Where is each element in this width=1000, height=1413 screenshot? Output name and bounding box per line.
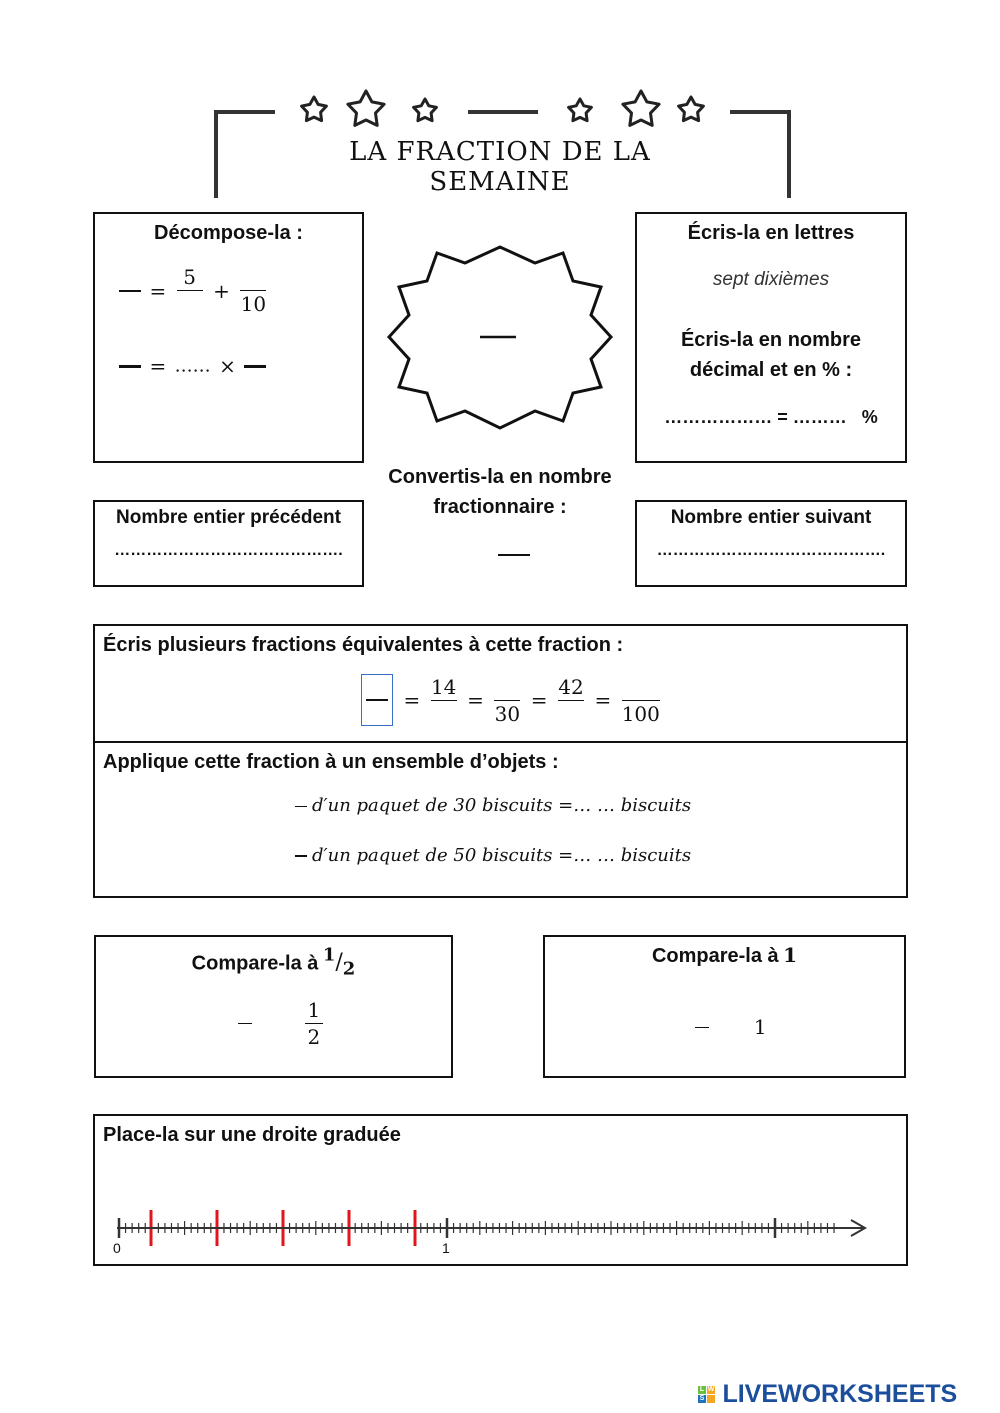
compare-one-row: [695, 1015, 767, 1039]
percent-sign: %: [861, 407, 878, 427]
blank-fraction[interactable]: [238, 1023, 252, 1024]
decimal-answer-row: [637, 407, 905, 428]
number-line-label: Place-la sur une droite graduée: [103, 1124, 401, 1146]
decompose-line-2: [119, 354, 266, 378]
decimal-label-2: décimal et en % :: [689, 359, 853, 381]
star-icon: [679, 97, 704, 121]
apply-label: Applique cette fraction à un ensemble d’objets :: [103, 751, 559, 773]
liveworksheets-logo: [698, 1380, 957, 1409]
half-symbol: $^1/_2$: [322, 945, 356, 980]
fraction-five: 5: [177, 266, 203, 315]
equals-sign: =: [149, 354, 167, 378]
number-line-box: [93, 1114, 908, 1266]
previous-label: Nombre entier précédent: [116, 507, 341, 528]
decompose-label: Décompose-la :: [154, 222, 303, 244]
blank-fraction[interactable]: [119, 290, 141, 292]
equals-sign: =: [530, 688, 548, 712]
previous-integer-box: [93, 500, 364, 587]
apply-box: [93, 741, 908, 898]
compare-one-label: Compare-la à: [651, 945, 779, 967]
convert-blank[interactable]: [498, 554, 530, 556]
convert-label-1: Convertis-la en nombre: [388, 466, 612, 488]
fraction-30[interactable]: 30: [494, 701, 521, 726]
fraction-input-active[interactable]: [361, 674, 393, 726]
apply-line-1: d′un paquet de 30 biscuits =… … biscuits: [295, 795, 691, 816]
letters-answer: sept dixièmes: [712, 269, 830, 290]
convert-label-2: fractionnaire :: [433, 496, 567, 518]
equals-sign: =: [149, 278, 167, 303]
fraction-100[interactable]: 100: [621, 701, 660, 726]
decompose-line-1: [119, 266, 268, 315]
next-dots[interactable]: …………………………………….: [656, 542, 886, 559]
next-label: Nombre entier suivant: [670, 507, 872, 528]
equals-sign: =: [403, 688, 421, 712]
compare-half-box: [94, 935, 453, 1078]
letters-label: Écris-la en lettres: [687, 222, 855, 244]
equals-sign: =: [467, 688, 484, 712]
one-value: 1: [753, 1015, 767, 1039]
equals-sign: =: [594, 688, 612, 712]
blank-fraction[interactable]: [295, 806, 307, 807]
star-icon: [348, 91, 384, 125]
times-sign: ×: [219, 354, 236, 378]
fraction-blank-ten[interactable]: 10: [240, 292, 267, 316]
compare-half-row: [238, 999, 329, 1048]
equivalent-label: Écris plusieurs fractions équivalentes à cette fraction :: [103, 634, 624, 656]
compare-one-number: 1: [783, 943, 798, 967]
number-line-label-1: 1: [442, 1240, 450, 1256]
decimal-label-1: Écris-la en nombre: [680, 329, 862, 351]
fraction-half: $\frac{1}{2}$: [301, 999, 327, 1048]
dots-blank[interactable]: ……: [174, 355, 211, 377]
decimal-blank[interactable]: ……………… = ………: [664, 407, 847, 427]
number-line: [95, 1116, 906, 1264]
compare-one-title: [545, 943, 904, 968]
next-integer-box: [635, 500, 907, 587]
blank-fraction[interactable]: [119, 365, 141, 368]
compare-one-box: [543, 935, 906, 1078]
fraction-14[interactable]: 14: [430, 674, 457, 699]
star-icon: [414, 99, 437, 121]
fraction-42[interactable]: 42: [558, 674, 584, 699]
decompose-box: [93, 212, 364, 463]
apply-line-2: d′un paquet de 50 biscuits =… … biscuits: [295, 845, 691, 866]
page-title: LA FRACTION DE LA SEMAINE: [349, 137, 651, 197]
plus-sign: +: [213, 278, 230, 303]
logo-blocks-icon: L W S: [699, 1386, 715, 1402]
star-icon: [569, 99, 592, 121]
number-line-label-0: 0: [113, 1240, 121, 1256]
blank-fraction[interactable]: [695, 1027, 709, 1028]
star-icon: [302, 97, 327, 121]
compare-half-title: [96, 945, 451, 980]
logo-text: LIVEWORKSHEETS: [722, 1380, 958, 1408]
letters-box: [635, 212, 907, 463]
fraction-burst-shape: [380, 240, 620, 435]
equivalent-row: [359, 674, 662, 726]
blank-fraction[interactable]: [244, 365, 266, 368]
blank-fraction[interactable]: [295, 855, 307, 857]
star-icon: [623, 91, 659, 125]
compare-half-label: Compare-la à: [191, 952, 319, 975]
previous-dots[interactable]: …………………………………….: [114, 542, 343, 559]
equivalent-box: [93, 624, 908, 743]
